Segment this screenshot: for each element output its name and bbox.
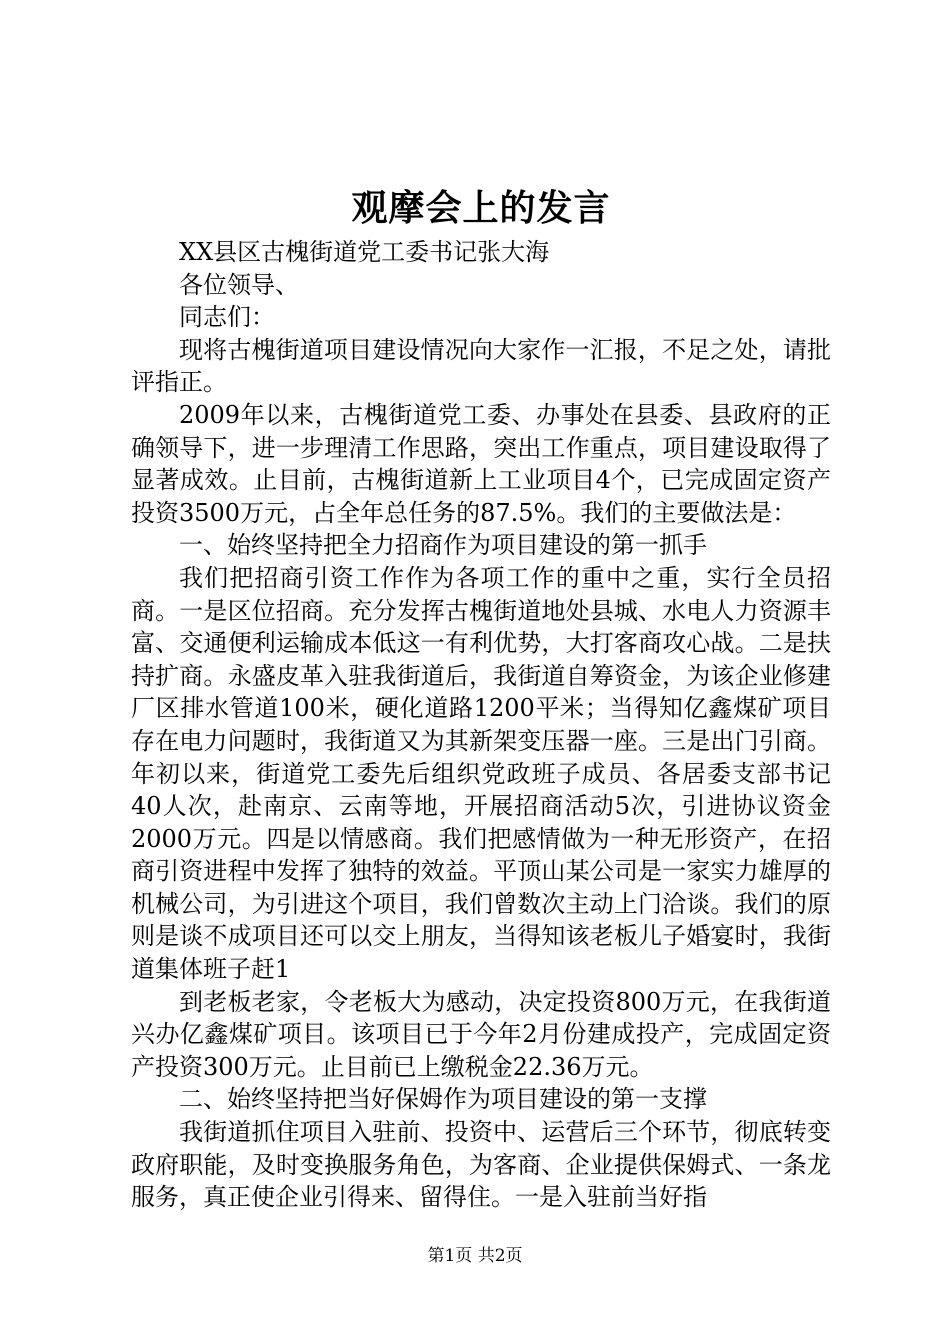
intro-paragraph: 现将古槐街道项目建设情况向大家作一汇报，不足之处，请批评指正。: [131, 335, 831, 397]
section-1-paragraph: 我们把招商引资工作作为各项工作的重中之重，实行全员招商。一是区位招商。充分发挥古槐街道地处县城、水电人力资源丰富、交通便利运输成本低这一有利优势，大打客商攻心战。二是扶持扩商。永盛皮革入驻我街道后，我街道自筹资金，为该企业修建厂区排水管道100米，硬化道路1200平米；当得知亿鑫煤矿项目存在电力问题时，我街道又为其新架变压器一座。三是出门引商。年初以来，街道党工委先后组织党政班子成员、各居委支部书记40人次，赴南京、云南等地，开展招商活动5次，引进协议资金2000万元。四是以情感商。我们把感情做为一种无形资产，在招商引资进程中发挥了独特的效益。平顶山某公司是一家实力雄厚的机械公司，为引进这个项目，我们曾数次主动上门洽谈。我们的原则是谈不成项目还可以交上朋友，当得知该老板儿子婚宴时，我街道集体班子赶1: [131, 563, 831, 984]
section-heading-2: 二、始终坚持把当好保姆作为项目建设的第一支撑: [179, 1085, 707, 1114]
document-page: [131, 186, 831, 1214]
page-footer: 第1页 共2页: [427, 1246, 523, 1266]
salutation-comrades: 同志们：: [179, 303, 275, 332]
salutation-leaders: 各位领导、: [179, 270, 299, 299]
section-1-continued: 到老板老家，令老板大为感动，决定投资800万元，在我街道兴办亿鑫煤矿项目。该项目已于今年2月份建成投产，完成固定资产投资300万元。止目前已上缴税金22.36万元。: [131, 987, 831, 1081]
section-2-paragraph: 我街道抓住项目入驻前、投资中、运营后三个环节，彻底转变政府职能，及时变换服务角色，为客商、企业提供保姆式、一条龙服务，真正使企业引得来、留得住。一是入驻前当好指: [131, 1118, 831, 1212]
summary-paragraph: 2009年以来，古槐街道党工委、办事处在县委、县政府的正确领导下，进一步理清工作思路，突出工作重点，项目建设取得了显著成效。止目前，古槐街道新上工业项目4个，已完成固定资产投资3500万元，占全年总任务的87.5%。我们的主要做法是：: [131, 400, 831, 527]
section-heading-1: 一、始终坚持把全力招商作为项目建设的第一抓手: [179, 531, 707, 560]
document-body: [131, 236, 831, 1214]
author-line: XX县区古槐街道党工委书记张大海: [179, 238, 550, 266]
document-title: 观摩会上的发言: [351, 187, 611, 229]
